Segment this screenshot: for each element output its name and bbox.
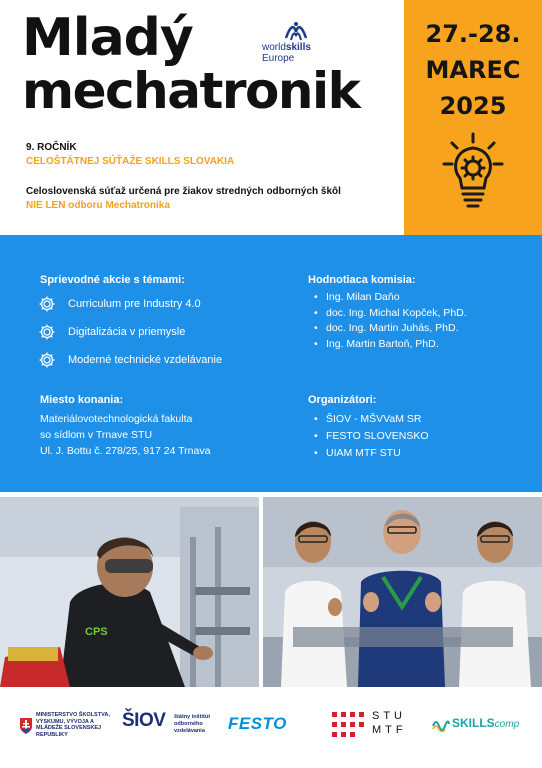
siov-logo — [122, 710, 218, 748]
highlight-text: NIE LEN odboru Mechatronika — [26, 200, 170, 211]
jury-heading: Hodnotiaca komisia: — [308, 274, 416, 286]
date-panel — [404, 0, 542, 235]
header-section — [0, 0, 542, 235]
list-item: • Ing. Martin Bartoň, PhD. — [312, 337, 467, 353]
ministry-logo — [20, 712, 112, 748]
event-label: Digitalizácia v priemysle — [68, 326, 186, 338]
event-label: Curriculum pre Industry 4.0 — [68, 298, 201, 310]
venue-line: so sídlom v Trnave STU — [40, 429, 153, 441]
gear-icon — [38, 323, 56, 341]
event-label: Moderné technické vzdelávanie — [68, 354, 223, 366]
list-item — [38, 290, 222, 318]
winners-illustration — [263, 497, 542, 687]
worldskills-text-europe: Europe — [262, 53, 295, 64]
siov-subtext: štátny inštitút odborného vzdelávania — [174, 714, 211, 734]
photo-competitor — [0, 497, 259, 687]
gear-icon — [38, 351, 56, 369]
events-list — [38, 290, 222, 374]
slovak-coat-of-arms-icon — [20, 718, 32, 734]
lightbulb-gear-icon — [440, 130, 506, 216]
list-item — [38, 346, 222, 374]
date-days: 27.-28. — [425, 20, 521, 48]
description-text: Celoslovenská súťaž určená pre žiakov stredných odborných škôl — [26, 186, 341, 197]
list-item — [38, 318, 222, 346]
partner-logos — [0, 692, 542, 768]
organizers-heading: Organizátori: — [308, 394, 377, 406]
skills-text: SKILLS — [452, 716, 495, 730]
photo-winners — [263, 497, 542, 687]
organizers-list — [312, 411, 429, 462]
stu-dots-icon — [332, 710, 366, 740]
mtf-text: MTF — [372, 724, 407, 736]
title-line-2: mechatronik — [22, 62, 360, 120]
competitor-illustration — [0, 497, 259, 687]
gear-icon — [38, 295, 56, 313]
worldskills-logo — [262, 20, 332, 68]
siov-text: ŠIOV — [122, 710, 166, 731]
stu-mtf-logo — [332, 710, 420, 744]
jury-list — [312, 290, 467, 352]
shirt-text: CPS — [85, 626, 108, 638]
list-item: • doc. Ing. Martin Juhás, PhD. — [312, 321, 467, 337]
list-item: • Ing. Milan Daňo — [312, 290, 467, 306]
ministry-text: MINISTERSTVO ŠKOLSTVA, VÝSKUMU, VÝVOJA A MLÁDEŽE SLOVENSKEJ REPUBLIKY — [36, 712, 110, 738]
skillscomp-logo — [432, 714, 532, 734]
festo-logo: FESTO — [228, 714, 287, 733]
list-item: • ŠIOV - MŠVVaM SR — [312, 411, 429, 428]
competition-label: CELOŠTÁTNEJ SÚŤAŽE SKILLS SLOVAKIA — [26, 156, 235, 167]
venue-line: Materiálovotechnologická fakulta — [40, 413, 193, 425]
venue-address — [40, 411, 210, 459]
comp-text: comp — [494, 719, 520, 730]
venue-heading: Miesto konania: — [40, 394, 124, 406]
date-month: MAREC — [425, 56, 521, 84]
events-heading: Sprievodné akcie s témami: — [40, 274, 185, 286]
worldskills-text-a: world — [262, 42, 286, 53]
edition-label: 9. ROČNÍK — [26, 142, 77, 153]
stu-text: STU — [372, 710, 406, 722]
list-item: • doc. Ing. Michal Kopček, PhD. — [312, 306, 467, 322]
list-item: • UIAM MTF STU — [312, 445, 429, 462]
worldskills-mark-icon — [280, 20, 312, 42]
date-year: 2025 — [439, 92, 507, 120]
title-line-1: Mladý — [22, 8, 193, 68]
info-section — [0, 235, 542, 492]
venue-line: Ul. J. Bottu č. 278/25, 917 24 Trnava — [40, 445, 211, 457]
skillscomp-wave-icon — [432, 714, 450, 732]
worldskills-text-b: skills — [285, 42, 311, 53]
list-item: • FESTO SLOVENSKO — [312, 428, 429, 445]
